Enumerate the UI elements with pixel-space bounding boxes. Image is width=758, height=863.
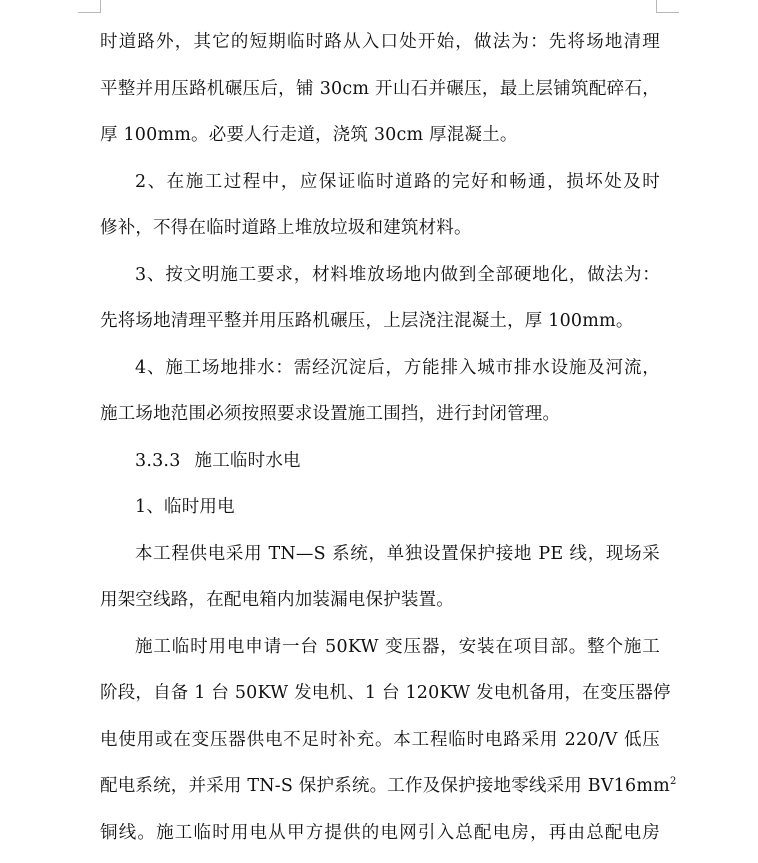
paragraph-line: 阶段，自备 1 台 50KW 发电机、1 台 120KW 发电机备用，在变压器停 (100, 683, 671, 703)
paragraph-line: 平整并用压路机碾压后，铺 30cm 开山石并碾压，最上层铺筑配碎石， (100, 78, 660, 99)
section-title: 施工临时水电 (194, 450, 301, 471)
superscript-2: 2 (669, 776, 677, 788)
paragraph-line: 2、在施工过程中，应保证临时道路的完好和畅通，损坏处及时 (135, 171, 660, 192)
paragraph-line: 施工临时用电申请一台 50KW 变压器，安装在项目部。整个施工 (135, 636, 660, 657)
section-number: 3.3.3 (135, 450, 181, 471)
page-corner-mark-right (656, 0, 679, 13)
paragraph-line: 4、施工场地排水：需经沉淀后，方能排入城市排水设施及河流， (135, 357, 660, 378)
paragraph-line: 电使用或在变压器供电不足时补充。本工程临时电路采用 220/V 低压 (100, 729, 660, 750)
section-heading (100, 445, 660, 492)
paragraph-line (100, 770, 677, 817)
paragraph-line: 施工场地范围必须按照要求设置施工围挡，进行封闭管理。 (100, 404, 561, 424)
paragraph-line: 修补，不得在临时道路上堆放垃圾和建筑材料。 (100, 218, 472, 238)
paragraph-line: 本工程供电采用 TN—S 系统，单独设置保护接地 PE 线，现场采 (135, 543, 660, 564)
paragraph-line: 用架空线路，在配电箱内加装漏电保护装置。 (100, 590, 454, 610)
subheading: 1、临时用电 (135, 497, 235, 517)
paragraph-line: 铜线。施工临时用电从甲方提供的电网引入总配电房，再由总配电房 (100, 822, 660, 843)
paragraph-line: 3、按文明施工要求，材料堆放场地内做到全部硬地化，做法为： (135, 264, 660, 285)
page-corner-mark-left (78, 0, 101, 13)
paragraph-line-text: 配电系统，并采用 TN-S 保护系统。工作及保护接地零线采用 BV16mm (100, 776, 670, 796)
paragraph-line: 时道路外，其它的短期临时路从入口处开始，做法为：先将场地清理 (100, 32, 660, 52)
paragraph-line: 厚 100mm。必要人行走道，浇筑 30cm 厚混凝土。 (100, 125, 518, 145)
document-body (100, 26, 677, 863)
paragraph-line: 先将场地清理平整并用压路机碾压，上层浇注混凝土，厚 100mm。 (100, 311, 634, 331)
